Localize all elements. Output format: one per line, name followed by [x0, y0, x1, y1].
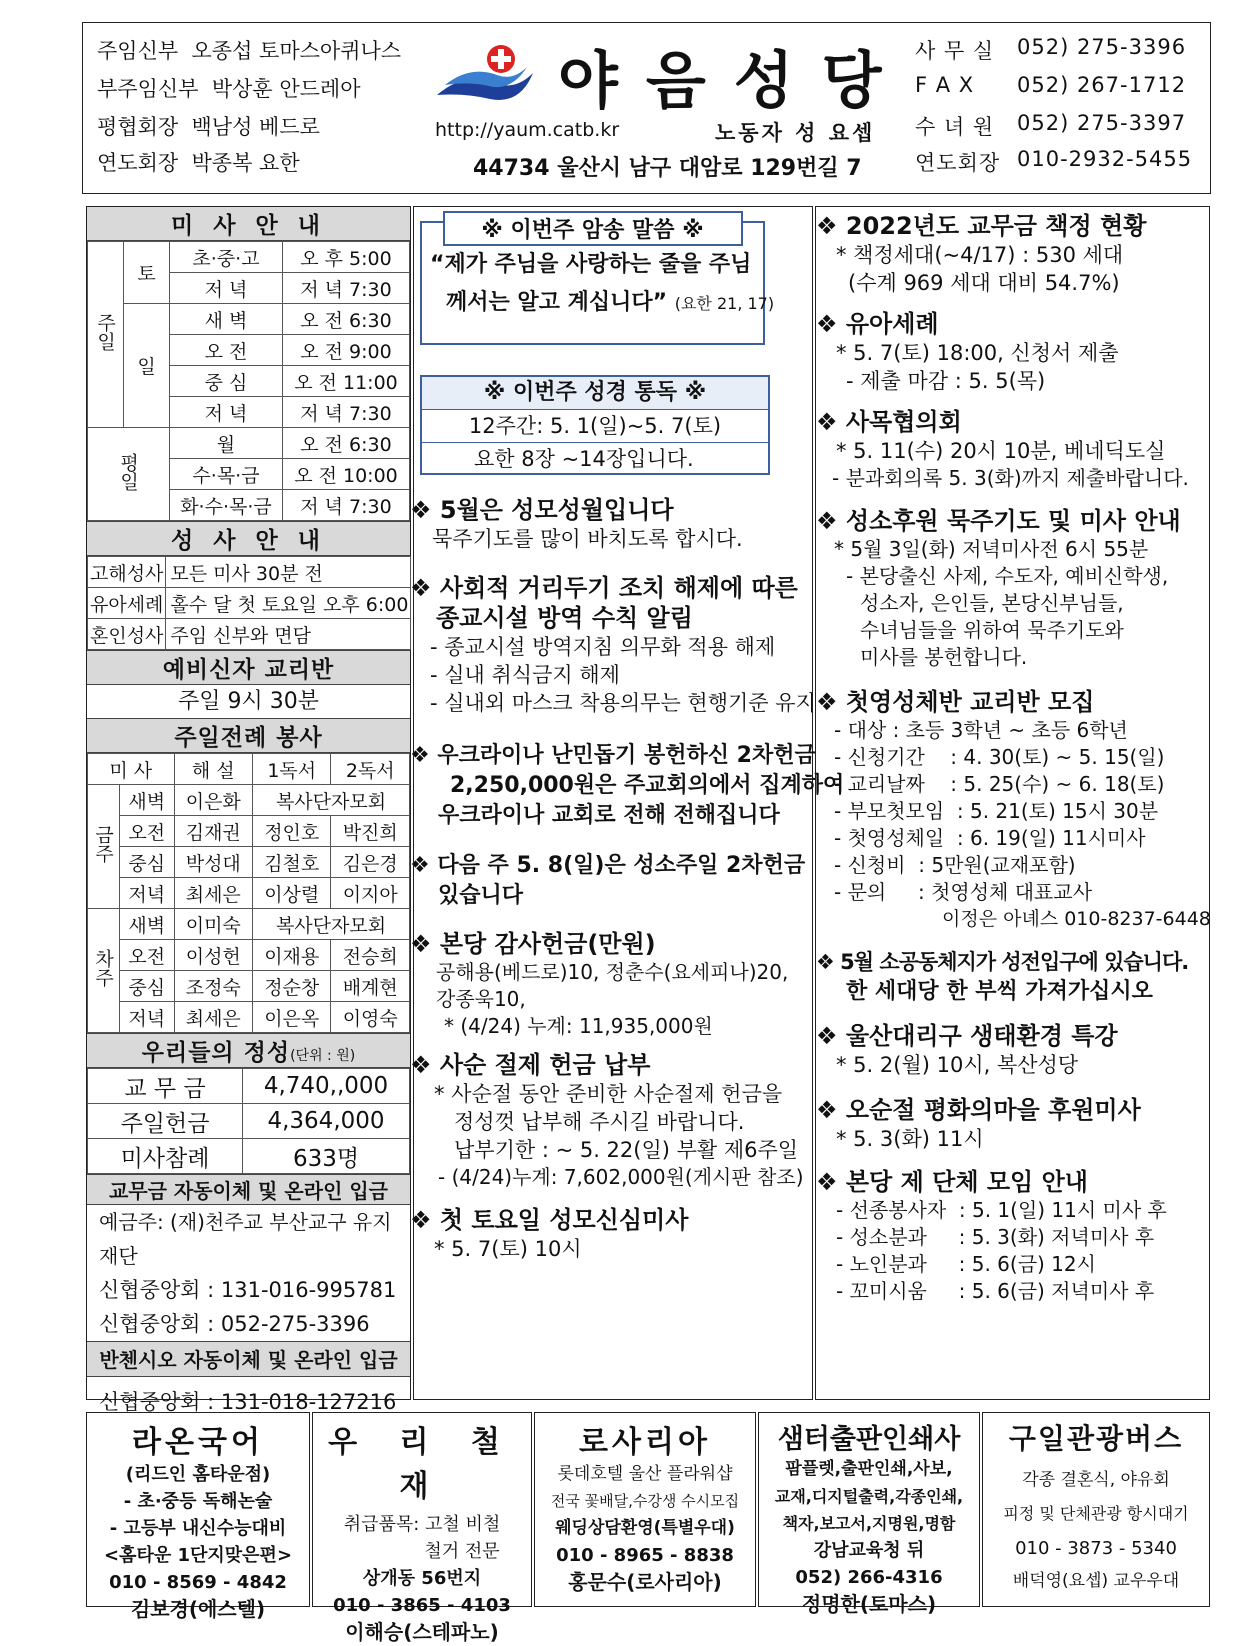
- ad-line: 홍문수(로사리아): [568, 1570, 722, 1594]
- notice-heading: ❖ 우크라이나 난민돕기 봉헌하신 2차헌금: [410, 743, 816, 768]
- ad-samteo: [758, 1412, 980, 1616]
- notice-heading: 종교시설 방역 수칙 알림: [436, 604, 693, 632]
- mass-who: 초·중·고: [170, 242, 283, 273]
- sacrament-title: 성 사 안 내: [87, 521, 410, 556]
- ad-title: 로사리아: [579, 1425, 711, 1460]
- left-column: [86, 206, 411, 1414]
- offering-value: 4,364,000: [243, 1104, 410, 1139]
- mass-time: 오 전 11:00: [282, 366, 409, 397]
- service-person: 이성헌: [174, 940, 252, 971]
- notice-text: * 5. 7(토) 18:00, 신청서 제출: [836, 341, 1119, 365]
- mass-time: 오 전 6:30: [282, 304, 409, 335]
- transfer-title: 교무금 자동이체 및 온라인 입금: [87, 1174, 410, 1205]
- sacrament-key: 고해성사: [88, 557, 166, 588]
- next-week-label: 차주: [88, 909, 120, 1033]
- service-person: 조정숙: [174, 971, 252, 1002]
- notice-text: - 종교시설 방역지침 의무화 적용 해제: [430, 635, 776, 659]
- sunday-label: 주일: [88, 242, 124, 428]
- offering-value: 633명: [243, 1139, 410, 1174]
- ad-title: 라온국어: [132, 1425, 264, 1460]
- notice-heading: 우크라이나 교회로 전해 전해집니다: [438, 803, 780, 828]
- notice-text: - 부모첫모임 : 5. 21(토) 15시 30분: [834, 799, 1159, 823]
- mass-who: 저 녁: [170, 273, 283, 304]
- bible-reading-title: ※ 이번주 성경 통독 ※: [422, 377, 768, 410]
- notice-heading: ❖ 5월은 성모성월입니다: [410, 496, 674, 524]
- service-person: 이영숙: [331, 1002, 410, 1033]
- notice-text: * 5. 3(화) 11시: [836, 1127, 984, 1151]
- bible-reading-line: 12주간: 5. 1(일)~5. 7(토): [422, 410, 768, 443]
- notice-text: - 신청비 : 5만원(교재포함): [834, 853, 1076, 877]
- ad-line: 전국 꽃배달,수강생 수시모집: [550, 1492, 740, 1510]
- contact-line: F A X: [915, 73, 975, 97]
- notice-text: - 실내 취식금지 해제: [430, 663, 620, 687]
- notice-heading: ❖ 사회적 거리두기 조치 해제에 따른: [410, 574, 798, 602]
- ad-line: 각종 결혼식, 야유회: [1022, 1470, 1170, 1490]
- this-week-label: 금주: [88, 785, 120, 909]
- patron-saint: 노동자 성 요셉: [715, 121, 876, 145]
- ad-rosaria: [534, 1412, 756, 1607]
- notice-heading: ❖ 울산대리구 생태환경 특강: [816, 1022, 1118, 1050]
- service-person: 정순창: [253, 971, 331, 1002]
- notice-heading: ❖ 5월 소공동체지가 성전입구에 있습니다.: [816, 950, 1189, 974]
- contact-line: 연도회장: [915, 151, 1001, 175]
- notice-text: - 선종봉사자 : 5. 1(일) 11시 미사 후: [836, 1198, 1167, 1222]
- mass-table: [87, 241, 410, 521]
- notice-heading: ❖ 유아세례: [816, 310, 939, 338]
- address: 44734 울산시 남구 대암로 129번길 7: [473, 156, 862, 181]
- mass-time: 저 녁 7:30: [282, 397, 409, 428]
- notice-text: 묵주기도를 많이 바치도록 합시다.: [432, 527, 743, 551]
- bible-reading-line: 요한 8장 ~14장입니다.: [474, 447, 694, 471]
- staff-line: 주임신부 오종섭 토마스아퀴나스: [97, 39, 402, 63]
- sacrament-key: 유아세례: [88, 588, 166, 619]
- service-header: 해 설: [174, 754, 252, 785]
- service-table: [87, 753, 410, 1033]
- offering-table: [87, 1068, 410, 1174]
- ad-line: 웨딩상담환영(특별우대): [555, 1518, 735, 1538]
- service-title: 주일전례 봉사: [87, 718, 410, 753]
- notice-text: * 책정세대(~4/17) : 530 세대: [836, 243, 1124, 267]
- service-person: 김철호: [253, 847, 331, 878]
- notice-text: - 실내외 마스크 착용의무는 현행기준 유지: [430, 691, 816, 715]
- service-person: 이미숙: [174, 909, 252, 940]
- notice-text: 강종욱10,: [436, 987, 526, 1011]
- service-mass: 저녁: [120, 878, 175, 909]
- service-mass: 새벽: [120, 909, 175, 940]
- service-person: 정인호: [253, 816, 331, 847]
- notice-text: - 본당출신 사제, 수도자, 예비신학생,: [846, 564, 1169, 588]
- notice-text: 수녀님들을 위하여 묵주기도와: [860, 618, 1124, 642]
- notice-text: * 5. 11(수) 20시 10분, 베네딕도실: [836, 439, 1166, 463]
- ad-line: 정명한(토마스): [801, 1592, 937, 1616]
- notice-text: 성소자, 은인들, 본당신부님들,: [860, 591, 1124, 615]
- service-person: 이재용: [253, 940, 331, 971]
- mass-time: 저 녁 7:30: [282, 273, 409, 304]
- service-person: 김은경: [331, 847, 410, 878]
- ad-line: 팜플렛,출판인쇄,사보,: [785, 1459, 953, 1479]
- mass-time: 오 후 5:00: [282, 242, 409, 273]
- sunday-day-label: 일: [124, 304, 170, 428]
- middle-column: [410, 206, 845, 1400]
- notice-text: 정성껏 납부해 주시길 바랍니다.: [454, 1110, 745, 1134]
- sacrament-value: 주임 신부와 면담: [166, 619, 411, 650]
- mass-who: 오 전: [170, 335, 283, 366]
- service-mass: 오전: [120, 940, 175, 971]
- contact-phone: 052) 267-1712: [1017, 73, 1187, 97]
- notice-text: - 교리날짜 : 5. 25(수) ~ 6. 18(토): [834, 772, 1165, 796]
- notice-heading: ❖ 본당 제 단체 모임 안내: [816, 1168, 1088, 1196]
- memory-verse-line: “제가 주님을 사랑하는 줄을 주님: [430, 252, 752, 277]
- mass-time: 저 녁 7:30: [282, 490, 409, 521]
- notice-text: * 5. 7(토) 10시: [434, 1237, 582, 1261]
- notice-heading: 2,250,000원은 주교회의에서 집계하여: [450, 773, 845, 798]
- service-person: 박성대: [174, 847, 252, 878]
- mass-who: 화·수·목·금: [170, 490, 283, 521]
- notice-text: - 신청기간 : 4. 30(토) ~ 5. 15(일): [834, 745, 1165, 769]
- notice-text: * 5월 3일(화) 저녁미사전 6시 55분: [834, 537, 1149, 561]
- service-person: 최세은: [174, 878, 252, 909]
- notice-text: - (4/24)누계: 7,602,000원(게시판 참조): [438, 1165, 804, 1189]
- notice-heading: ❖ 본당 감사헌금(만원): [410, 930, 656, 958]
- mass-who: 월: [170, 428, 283, 459]
- mass-who: 중 심: [170, 366, 283, 397]
- notice-text: (수계 969 세대 대비 54.7%): [848, 271, 1120, 295]
- service-mass: 중심: [120, 847, 175, 878]
- staff-line: 부주임신부 박상훈 안드레아: [97, 77, 361, 101]
- service-person: 이은옥: [253, 1002, 331, 1033]
- notice-heading: ❖ 오순절 평화의마을 후원미사: [816, 1096, 1141, 1124]
- transfer2-title: 반첸시오 자동이체 및 온라인 입금: [87, 1341, 410, 1377]
- sacrament-value: 홀수 달 첫 토요일 오후 6:00: [166, 588, 411, 619]
- notice-heading: ❖ 다음 주 5. 8(일)은 성소주일 2차헌금: [410, 853, 806, 878]
- ad-title: 우 리 철 재: [328, 1425, 516, 1504]
- service-person: 복사단자모회: [253, 909, 410, 940]
- weekday-label: 평일: [88, 428, 170, 521]
- mass-who: 새 벽: [170, 304, 283, 335]
- offering-key: 교 무 금: [88, 1069, 243, 1104]
- notice-text: 미사를 봉헌합니다.: [860, 645, 1028, 669]
- mass-title: 미 사 안 내: [87, 207, 410, 241]
- notice-heading: ❖ 2022년도 교무금 책정 현황: [816, 212, 1147, 240]
- notice-heading: ❖ 성소후원 묵주기도 및 미사 안내: [816, 507, 1181, 535]
- offering-key: 주일헌금: [88, 1104, 243, 1139]
- ad-title: 구일관광버스: [1008, 1422, 1184, 1455]
- ad-guil: [982, 1412, 1210, 1607]
- middle-notices: [410, 495, 845, 1263]
- service-header: 2독서: [331, 754, 410, 785]
- ad-line: (리드인 홈타운점): [125, 1464, 271, 1485]
- notice-text: * 5. 2(월) 10시, 복산성당: [836, 1053, 1079, 1077]
- sacrament-key: 혼인성사: [88, 619, 166, 650]
- bible-reading-box: [420, 375, 770, 475]
- service-mass: 저녁: [120, 1002, 175, 1033]
- service-person: 이지아: [331, 878, 410, 909]
- sacrament-value: 모든 미사 30분 전: [166, 557, 411, 588]
- ad-line: 강남교육청 뒤: [813, 1540, 925, 1561]
- notice-text: - 대상 : 초등 3학년 ~ 초등 6학년: [834, 718, 1128, 742]
- service-mass: 중심: [120, 971, 175, 1002]
- contact-phone: 052) 275-3396: [1017, 35, 1187, 59]
- ad-line: - 고등부 내신수능대비: [109, 1518, 287, 1539]
- contact-line: 사 무 실: [915, 39, 995, 63]
- memory-verse-box: [420, 218, 775, 345]
- mass-time: 오 전 10:00: [282, 459, 409, 490]
- saturday-label: 토: [124, 242, 170, 304]
- service-person: 이은화: [174, 785, 252, 816]
- ad-line: 052) 266-4316: [795, 1567, 943, 1588]
- ad-line: 김보경(에스텔): [130, 1597, 266, 1621]
- service-mass: 새벽: [120, 785, 175, 816]
- service-person: 박진희: [331, 816, 410, 847]
- contact-line: 수 녀 원: [915, 115, 995, 139]
- mass-time: 오 전 9:00: [282, 335, 409, 366]
- mass-time: 오 전 6:30: [282, 428, 409, 459]
- ad-line: 철거 전문: [424, 1541, 500, 1562]
- header: [82, 22, 1211, 194]
- notice-heading: ❖ 첫영성체반 교리반 모집: [816, 688, 1095, 716]
- notice-heading: ❖ 사순 절제 헌금 납부: [410, 1051, 651, 1079]
- service-mass: 오전: [120, 816, 175, 847]
- offering-key: 미사참례: [88, 1139, 243, 1174]
- transfer-account: 신협중앙회 : 131-016-995781: [99, 1278, 397, 1302]
- memory-verse-title: ※ 이번주 암송 말씀 ※: [443, 211, 743, 246]
- ad-line: 010 - 3865 - 4103: [333, 1595, 511, 1616]
- service-person: 이상렬: [253, 878, 331, 909]
- service-person: 전승희: [331, 940, 410, 971]
- sacrament-table: [87, 556, 411, 650]
- service-person: 최세은: [174, 1002, 252, 1033]
- notice-text: 납부기한 : ~ 5. 22(일) 부활 제6주일: [454, 1138, 799, 1162]
- mass-who: 수·목·금: [170, 459, 283, 490]
- catechumen-title: 예비신자 교리반: [87, 650, 410, 685]
- notice-text: * (4/24) 누계: 11,935,000원: [444, 1014, 713, 1038]
- ad-woori: [312, 1412, 532, 1644]
- church-logo: [435, 43, 535, 113]
- memory-verse-line: 께서는 알고 계십니다” (요한 21, 17): [446, 290, 775, 315]
- notice-text: 이정은 아녜스 010-8237-6448: [942, 908, 1211, 930]
- notice-heading: 한 세대당 한 부씩 가져가십시오: [846, 979, 1153, 1004]
- right-notices: [816, 211, 1211, 1305]
- ad-line: <홈타운 1단지맞은편>: [103, 1545, 293, 1566]
- ad-line: 롯데호텔 울산 플라워샵: [557, 1464, 733, 1484]
- notice-heading: 있습니다: [438, 883, 524, 908]
- ad-line: - 초·중등 독해논술: [123, 1491, 273, 1512]
- ad-line: 이해승(스테파노): [345, 1620, 499, 1644]
- contact-phone: 052) 275-3397: [1017, 111, 1187, 135]
- transfer2-account: 신협중앙회 : 131-018-127216: [99, 1390, 397, 1414]
- staff-line: 평협회장 백남성 베드로: [97, 115, 320, 139]
- ad-line: 취급품목: 고철 비철: [343, 1514, 501, 1535]
- transfer-holder: 예금주: (재)천주교 부산교구 유지재단: [99, 1210, 392, 1268]
- notice-text: - 제출 마감 : 5. 5(목): [846, 369, 1046, 393]
- mass-who: 저 녁: [170, 397, 283, 428]
- notice-heading: ❖ 사목협의회: [816, 408, 962, 436]
- notice-text: - 문의 : 첫영성체 대표교사: [834, 880, 1093, 904]
- right-column: [815, 206, 1210, 1400]
- staff-line: 연도회장 박종복 요한: [97, 151, 300, 175]
- transfer-account: 신협중앙회 : 052-275-3396: [99, 1312, 370, 1336]
- offering-title: 우리들의 정성(단위 : 원): [87, 1033, 410, 1068]
- contact-phone: 010-2932-5455: [1017, 147, 1193, 171]
- ad-line: 피정 및 단체관광 항시대기: [1003, 1504, 1189, 1523]
- notice-heading: ❖ 첫 토요일 성모신심미사: [410, 1206, 689, 1234]
- notice-text: - 분과회의록 5. 3(화)까지 제출바랍니다.: [832, 466, 1189, 490]
- website-link[interactable]: http://yaum.catb.kr: [435, 119, 620, 141]
- church-name: 야음성당: [558, 44, 910, 117]
- ad-line: 010 - 3873 - 5340: [1015, 1538, 1177, 1559]
- ad-line: 교재,디지털출력,각종인쇄,: [774, 1487, 964, 1506]
- notice-text: - 꼬미시움 : 5. 6(금) 저녁미사 후: [836, 1279, 1155, 1303]
- ad-raon: [86, 1412, 310, 1621]
- notice-text: - 성소분과 : 5. 3(화) 저녁미사 후: [836, 1225, 1155, 1249]
- ad-line: 010 - 8569 - 4842: [109, 1572, 287, 1593]
- notice-text: 공해용(베드로)10, 정춘수(요세피나)20,: [436, 960, 789, 984]
- notice-text: * 사순절 동안 준비한 사순절제 헌금을: [434, 1082, 783, 1106]
- service-person: 배계현: [331, 971, 410, 1002]
- service-header: 1독서: [253, 754, 331, 785]
- ad-title: 샘터출판인쇄사: [777, 1424, 961, 1455]
- ad-line: 상개동 56번지: [362, 1568, 482, 1589]
- ad-line: 배덕영(요셉) 교우우대: [1012, 1571, 1180, 1591]
- service-header: 미 사: [88, 754, 175, 785]
- notice-text: - 첫영성체일 : 6. 19(일) 11시미사: [834, 826, 1146, 850]
- ad-line: 010 - 8965 - 8838: [556, 1545, 734, 1566]
- offering-value: 4,740,,000: [243, 1069, 410, 1104]
- ad-line: 책자,보고서,지명원,명함: [782, 1514, 956, 1533]
- notice-text: - 노인분과 : 5. 6(금) 12시: [836, 1252, 1096, 1276]
- service-person: 김재권: [174, 816, 252, 847]
- catechumen-time: 주일 9시 30분: [178, 689, 319, 714]
- service-person: 복사단자모회: [253, 785, 410, 816]
